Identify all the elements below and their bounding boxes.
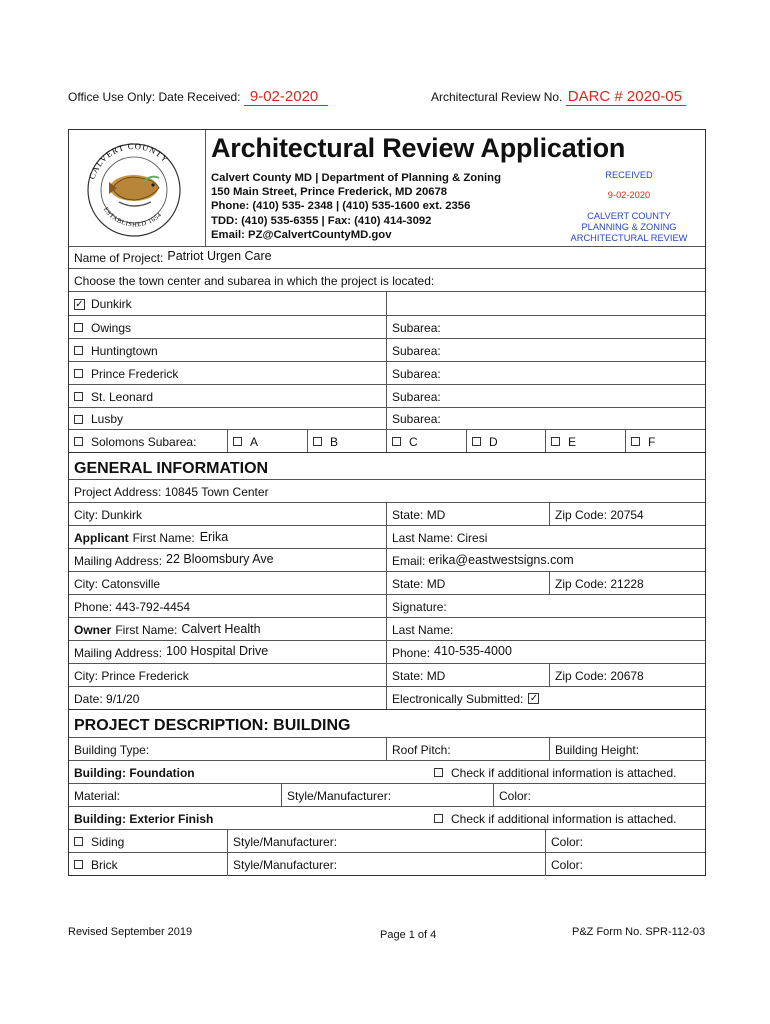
town-label: Prince Frederick [91,366,179,381]
town-row-huntingtown [69,338,705,362]
electronically-submitted-label: Electronically Submitted: [392,691,524,706]
subarea-field[interactable]: Subarea: [386,362,705,385]
applicant-name-row [69,525,705,549]
subarea-field[interactable]: Subarea: [386,385,705,408]
applicant-phone-field[interactable]: Phone: 443-792-4454 [74,599,191,614]
revised-date: Revised September 2019 [68,926,193,938]
brick-color-field[interactable]: Color: [545,853,705,876]
review-number-header [431,88,686,106]
applicant-mailing-row [69,548,705,572]
brick-label: Brick [91,857,118,872]
owings-checkbox[interactable] [74,323,83,332]
email-value[interactable]: erika@eastwestsigns.com [428,552,574,567]
huntingtown-checkbox[interactable] [74,346,83,355]
subarea-field[interactable]: Subarea: [386,339,705,362]
subarea-field[interactable]: Subarea: [386,408,705,430]
owner-phone-value[interactable]: 410-535-4000 [434,643,512,658]
subarea-option-label: B [330,434,339,449]
stamp-received: RECEIVED [605,170,653,180]
agency-line-5: Email: PZ@CalvertCountyMD.gov [211,228,392,241]
subarea-option-label: C [409,434,418,449]
town-label: Lusby [91,412,124,426]
town-row-owings [69,315,705,339]
applicant-phone-row [69,594,705,618]
st-leonard-checkbox[interactable] [74,392,83,401]
project-state-field[interactable]: State: MD [386,503,549,526]
exterior-finish-label: Building: Exterior Finish [74,811,214,826]
form-number: P&Z Form No. SPR-112-03 [572,926,706,938]
owner-phone-label: Phone: [392,645,431,660]
date-received-value[interactable]: 9-02-2020 [244,88,328,106]
seal-cell [69,130,205,246]
brick-row [69,852,705,876]
agency-line-1: Calvert County MD | Department of Planning & Zoning [211,172,501,184]
choose-town-label: Choose the town center and subarea in which the project is located: [74,273,435,288]
town-label: St. Leonard [91,389,154,404]
town-row-st-leonard [69,384,705,408]
check-attached-label: Check if additional information is attached. [451,765,677,780]
application-form [68,129,706,876]
owner-mailing-value[interactable]: 100 Hospital Drive [166,643,269,658]
review-number-label: Architectural Review No. [431,90,563,104]
subarea-field[interactable] [386,292,705,316]
subarea-d-checkbox[interactable] [472,437,481,446]
foundation-material-row [69,783,705,807]
signature-field[interactable]: Signature: [386,595,705,618]
subarea-f-checkbox[interactable] [631,437,640,446]
svg-text:ESTABLISHED 1654: ESTABLISHED 1654 [101,206,164,229]
roof-pitch-field[interactable]: Roof Pitch: [386,738,549,761]
town-label: Owings [91,320,132,335]
general-info-heading-row [69,452,705,480]
foundation-attached-checkbox[interactable] [434,768,443,777]
owner-label: Owner [74,622,112,637]
project-name-label: Name of Project: [74,251,164,265]
page-number: Page 1 of 4 [380,929,437,941]
applicant-label: Applicant [74,530,129,545]
owner-zip-field[interactable]: Zip Code: 20678 [549,664,705,687]
applicant-zip-field[interactable]: Zip Code: 21228 [549,572,705,595]
owner-mailing-label: Mailing Address: [74,645,163,660]
applicant-state-field[interactable]: State: MD [386,572,549,595]
solomons-label: Solomons Subarea: [91,434,197,449]
project-name-row [69,246,705,269]
owner-first-value[interactable]: Calvert Health [181,621,261,636]
solomons-checkbox[interactable] [74,437,83,446]
building-type-field[interactable]: Building Type: [74,742,150,757]
project-city-field[interactable]: City: Dunkirk [74,507,143,522]
town-row-prince-frederick [69,361,705,385]
check-attached-label: Check if additional information is attached. [451,811,677,826]
town-label: Dunkirk [91,297,132,311]
applicant-first-value[interactable]: Erika [199,529,229,544]
mailing-label: Mailing Address: [74,553,163,568]
building-height-field[interactable]: Building Height: [549,738,705,761]
applicant-city-row [69,571,705,595]
town-label: Huntingtown [91,343,158,358]
stamp-date: 9-02-2020 [607,190,651,200]
county-seal-icon [79,138,189,238]
lusby-checkbox[interactable] [74,415,83,424]
project-address-field[interactable]: Project Address: 10845 Town Center [74,484,269,499]
project-address-row [69,479,705,503]
received-stamp [567,170,691,244]
stamp-line-2: PLANNING & ZONING [581,222,677,232]
applicant-city-field[interactable]: City: Catonsville [74,576,161,591]
review-number-value[interactable]: DARC # 2020-05 [566,88,686,106]
foundation-color-field[interactable]: Color: [493,784,705,807]
subarea-c-checkbox[interactable] [392,437,401,446]
email-label: Email: [392,553,426,568]
town-row-lusby [69,407,705,430]
brick-checkbox[interactable] [74,860,83,869]
owner-last-field[interactable]: Last Name: [386,618,705,641]
applicant-first-label: First Name: [132,530,195,545]
material-field[interactable]: Material: [74,788,121,803]
prince-frederick-checkbox[interactable] [74,369,83,378]
foundation-row [69,760,705,784]
town-row-dunkirk [69,291,705,316]
project-zip-field[interactable]: Zip Code: 20754 [549,503,705,526]
svg-text:CALVERT COUNTY: CALVERT COUNTY [86,140,171,181]
brick-style-field[interactable]: Style/Manufacturer: [227,853,545,876]
stamp-line-3: ARCHITECTURAL REVIEW [570,233,688,243]
siding-color-field[interactable]: Color: [545,830,705,853]
subarea-b-checkbox[interactable] [313,437,322,446]
applicant-last-field[interactable]: Last Name: Ciresi [386,526,705,549]
siding-checkbox[interactable] [74,837,83,846]
exterior-finish-row [69,806,705,830]
subarea-a-checkbox[interactable] [233,437,242,446]
general-info-heading: GENERAL INFORMATION [74,459,269,477]
owner-city-field[interactable]: City: Prince Frederick [74,668,189,683]
project-city-row [69,502,705,526]
project-description-heading: PROJECT DESCRIPTION: BUILDING [74,717,351,734]
agency-line-3: Phone: (410) 535- 2348 | (410) 535-1600 ext. 2356 [211,200,471,213]
subarea-option-label: F [648,434,656,449]
building-type-row [69,737,705,761]
foundation-label: Building: Foundation [74,765,195,780]
owner-name-row [69,617,705,641]
solomons-row [69,429,705,453]
subarea-option-label: E [568,434,577,449]
agency-line-4: TDD: (410) 535-6355 | Fax: (410) 414-3092 [211,214,432,227]
office-use-header [68,88,328,106]
owner-mailing-row [69,640,705,664]
foundation-style-field[interactable]: Style/Manufacturer: [281,784,493,807]
electronically-submitted-checkbox[interactable]: ✓ [529,693,539,704]
exterior-attached-checkbox[interactable] [434,814,443,823]
siding-row [69,829,705,853]
choose-town-row [69,268,705,292]
agency-contact [211,171,501,242]
page-title: Architectural Review Application [211,133,626,163]
owner-state-field[interactable]: State: MD [386,664,549,687]
subarea-option-label: D [489,434,498,449]
subarea-option-label: A [250,434,259,449]
date-received-label: Office Use Only: Date Received: [68,90,241,104]
subarea-field[interactable]: Subarea: [386,316,705,339]
owner-city-row [69,663,705,687]
date-row [69,686,705,710]
project-description-heading-row [69,709,705,738]
siding-label: Siding [91,834,125,849]
date-field[interactable]: Date: 9/1/20 [74,691,140,706]
siding-style-field[interactable]: Style/Manufacturer: [227,830,545,853]
mailing-value[interactable]: 22 Bloomsbury Ave [166,551,274,566]
subarea-e-checkbox[interactable] [551,437,560,446]
agency-line-2: 150 Main Street, Prince Frederick, MD 20678 [211,186,448,199]
stamp-line-1: CALVERT COUNTY [587,211,671,221]
project-name-value[interactable]: Patriot Urgen Care [167,249,272,263]
owner-first-label: First Name: [115,622,178,637]
dunkirk-checkbox[interactable]: ✓ [75,298,84,310]
